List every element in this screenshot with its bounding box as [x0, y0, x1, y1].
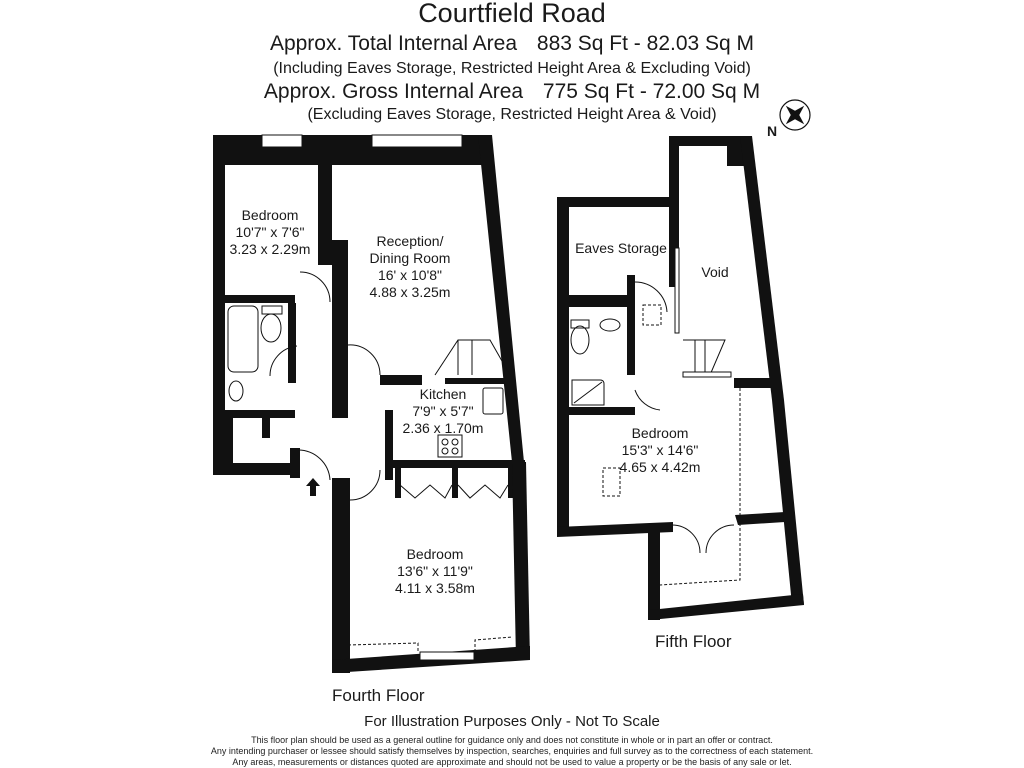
room-name: Eaves Storage — [575, 240, 667, 256]
room-size-metric: 4.11 x 3.58m — [395, 580, 475, 596]
room-size-metric: 4.65 x 4.42m — [619, 459, 701, 475]
room-size-metric: 2.36 x 1.70m — [402, 420, 484, 436]
room-reception-dining — [355, 233, 465, 301]
gross-area-sqm: 72.00 Sq M — [652, 80, 761, 103]
total-area-sep: - — [633, 32, 641, 55]
room-name-line2: Dining Room — [369, 250, 451, 266]
room-size-imperial: 15'3" x 14'6" — [621, 442, 699, 458]
total-area-note: (Including Eaves Storage, Restricted Height Area & Excluding Void) — [273, 60, 751, 77]
room-name: Void — [701, 264, 729, 280]
bathtub-icon — [228, 306, 258, 372]
room-size-imperial: 16' x 10'8" — [377, 267, 443, 283]
north-label: N — [767, 123, 778, 139]
window — [420, 652, 474, 660]
disclaimer — [0, 735, 1024, 768]
room-size-imperial: 7'9" x 5'7" — [412, 403, 474, 419]
window — [262, 135, 302, 147]
compass-rose-icon — [777, 97, 814, 134]
room-name: Reception/ — [376, 233, 444, 249]
toilet-icon — [571, 326, 589, 354]
toilet-icon — [261, 314, 281, 342]
basin-icon — [229, 381, 243, 401]
room-kitchen — [393, 386, 493, 437]
room-size-imperial: 13'6" x 11'9" — [397, 563, 473, 579]
hob-icon — [438, 435, 462, 457]
room-void — [690, 264, 740, 281]
scale-note: For Illustration Purposes Only - Not To Scale — [364, 713, 660, 730]
door-swing — [300, 272, 330, 302]
room-name: Kitchen — [419, 386, 467, 402]
room-name: Bedroom — [406, 546, 464, 562]
room-size-metric: 3.23 x 2.29m — [229, 241, 311, 257]
fifth-floor-label: Fifth Floor — [655, 632, 732, 651]
gross-area-sqft: 775 Sq Ft — [542, 80, 634, 103]
room-bedroom-fifth — [605, 425, 715, 476]
gross-area-label: Approx. Gross Internal Area — [263, 80, 524, 103]
total-area-label: Approx. Total Internal Area — [269, 32, 518, 55]
room-eaves-storage — [569, 240, 673, 257]
room-size-imperial: 10'7" x 7'6" — [235, 224, 305, 240]
total-area-sqm: 82.03 Sq M — [646, 32, 755, 55]
room-name: Bedroom — [241, 207, 299, 223]
disclaimer-line: Any intending purchaser or lessee should satisfy themselves by inspection, searches, enquiries and full survey as to the correctness of each statement. — [210, 746, 814, 756]
total-area-sqft: 883 Sq Ft — [536, 32, 628, 55]
basin-icon — [600, 319, 620, 331]
gross-area-note: (Excluding Eaves Storage, Restricted Height Area & Void) — [307, 106, 717, 123]
window — [372, 135, 462, 147]
room-bedroom-1 — [222, 207, 318, 258]
room-bedroom-2 — [380, 546, 490, 597]
entrance-arrow-icon — [306, 478, 320, 496]
disclaimer-line: Any areas, measurements or distances quoted are approximate and should not be used to value a property or be the basis of any sale or let. — [232, 757, 792, 767]
disclaimer-line: This floor plan should be used as a general outline for guidance only and does not constitute in whole or in part an offer or contract. — [251, 735, 773, 745]
room-size-metric: 4.88 x 3.25m — [369, 284, 451, 300]
room-name: Bedroom — [631, 425, 689, 441]
fifth-floor-walls — [557, 136, 804, 620]
fourth-floor-label: Fourth Floor — [332, 686, 425, 705]
plan-title: Courtfield Road — [418, 0, 606, 28]
gross-area-sep: - — [639, 80, 647, 103]
